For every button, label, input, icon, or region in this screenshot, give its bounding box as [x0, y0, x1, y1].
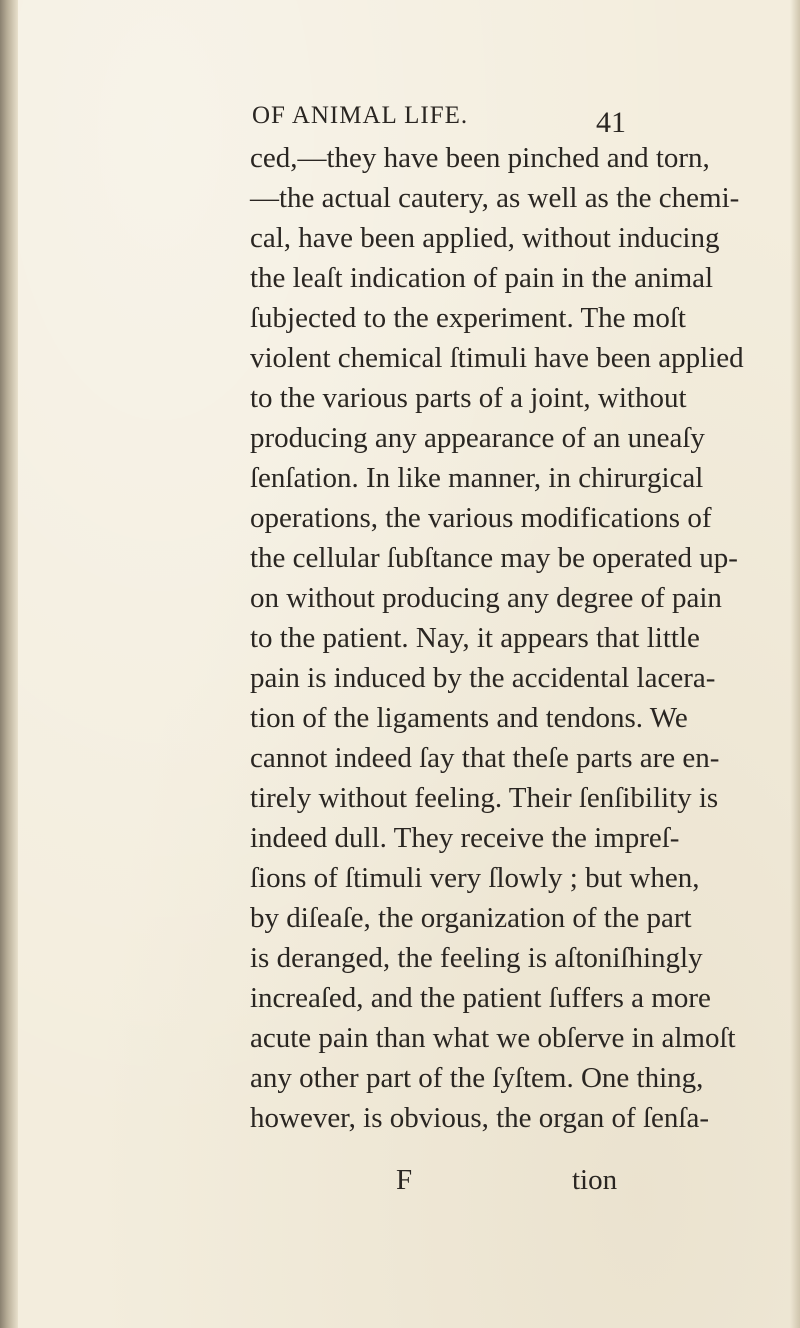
text-line: the cellular ſubſtance may be operated up- — [250, 542, 738, 574]
text-line: ſubjected to the experiment. The moſt — [250, 302, 686, 334]
text-line: any other part of the ſyſtem. One thing, — [250, 1062, 704, 1094]
text-line: is deranged, the feeling is aſtoniſhingly — [250, 942, 703, 974]
text-line: increaſed, and the patient ſuffers a more — [250, 982, 711, 1014]
catchword: tion — [572, 1164, 618, 1196]
text-line: cal, have been applied, without inducing — [250, 222, 720, 254]
text-line: ced,—they have been pinched and torn, — [250, 142, 710, 174]
text-line: the leaſt indication of pain in the animal — [250, 262, 714, 294]
text-line: pain is induced by the accidental lacera- — [250, 662, 716, 694]
text-line: indeed dull. They receive the impreſ- — [250, 822, 680, 854]
text-line: to the patient. Nay, it appears that little — [250, 622, 700, 654]
text-line: —the actual cautery, as well as the chemi- — [250, 182, 740, 214]
text-line: however, is obvious, the organ of ſenſa- — [250, 1102, 709, 1134]
text-line: to the various parts of a joint, without — [250, 382, 687, 414]
page-number: 41 — [596, 106, 626, 139]
text-line: ſenſation. In like manner, in chirurgical — [250, 462, 704, 494]
text-line: ſions of ſtimuli very ſlowly ; but when, — [250, 862, 700, 894]
text-line: producing any appearance of an uneaſy — [250, 422, 705, 454]
text-line: tirely without feeling. Their ſenſibility is — [250, 782, 719, 814]
text-line: acute pain than what we obſerve in almoſt — [250, 1022, 736, 1054]
text-line: violent chemical ſtimuli have been applied — [250, 342, 744, 374]
text-line: by diſeaſe, the organization of the part — [250, 902, 692, 934]
text-line: tion of the ligaments and tendons. We — [250, 702, 688, 734]
signature-mark: F — [396, 1164, 413, 1196]
text-line: operations, the various modifications of — [250, 502, 712, 534]
text-line: on without producing any degree of pain — [250, 582, 722, 614]
running-head: OF ANIMAL LIFE. — [252, 102, 469, 129]
page-gutter-shadow — [0, 0, 18, 1328]
page-edge-shadow — [790, 0, 800, 1328]
footer-line — [0, 1160, 800, 1200]
text-line: cannot indeed ſay that theſe parts are en- — [250, 742, 720, 774]
